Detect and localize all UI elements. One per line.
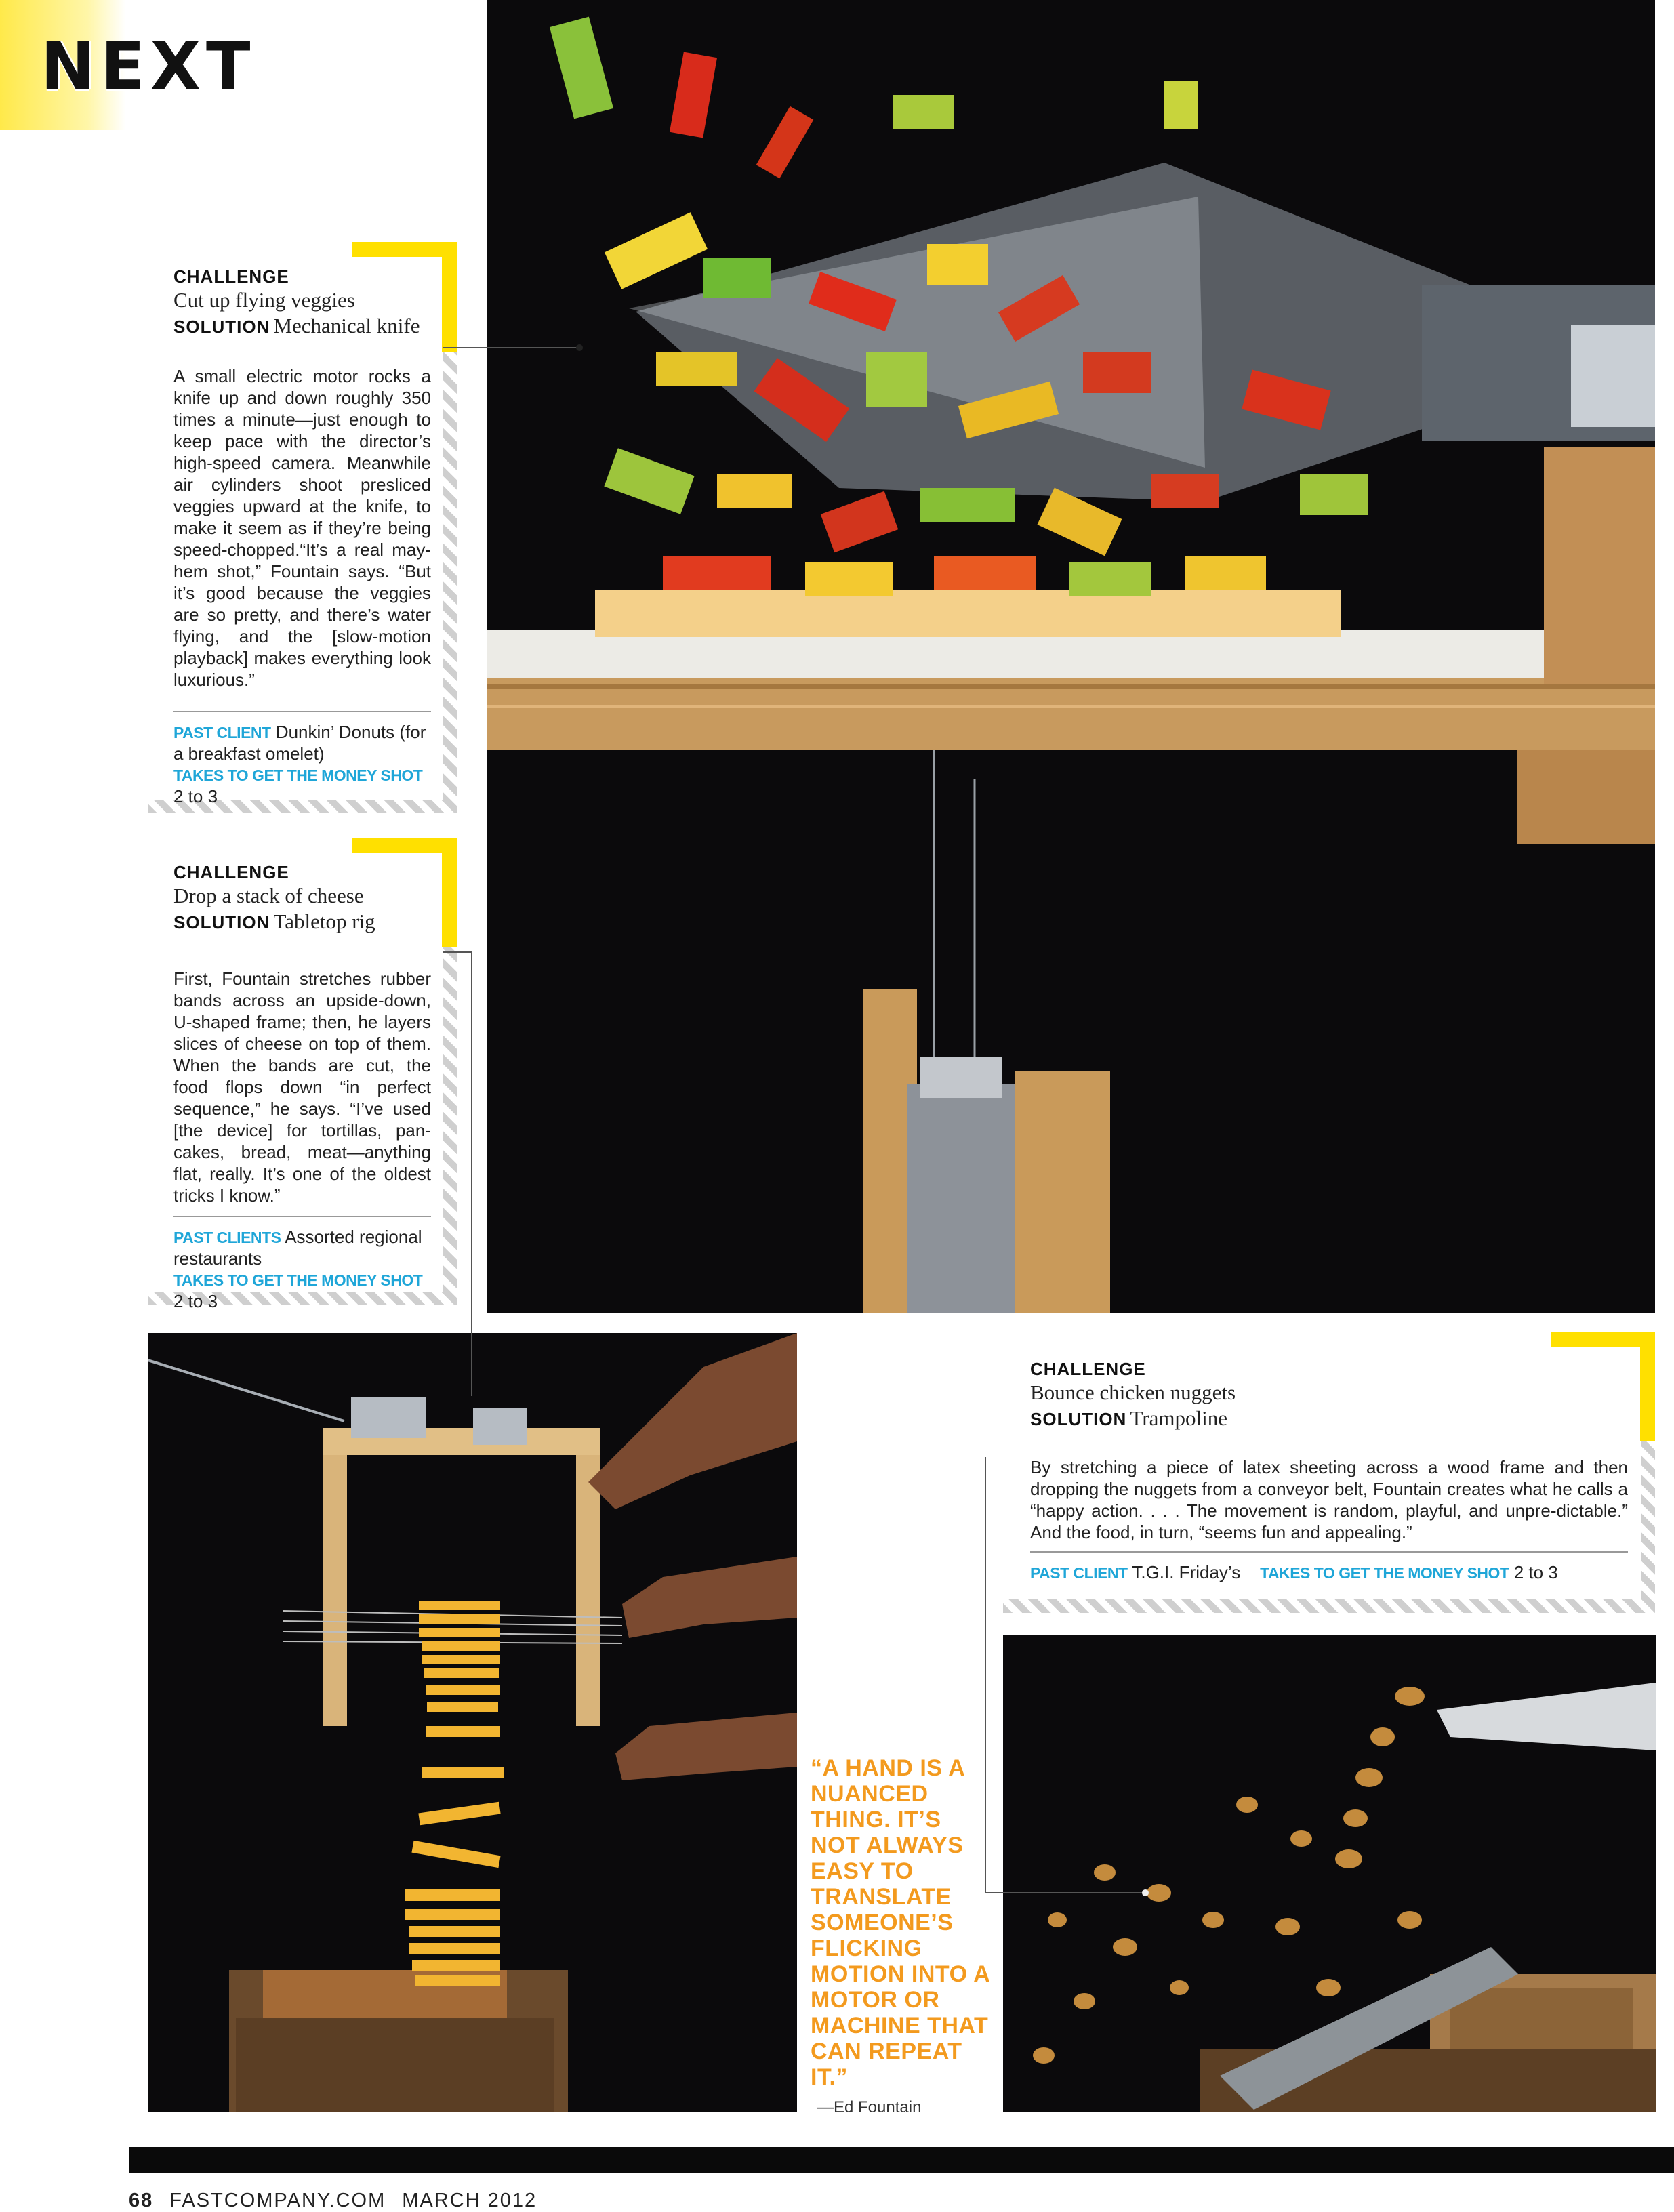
past-client-text: T.G.I. Friday’s [1132,1562,1241,1582]
footer [129,2190,537,2212]
past-client-label: PAST CLIENT [173,724,271,741]
solution-label: SOLUTION [173,912,270,933]
body-text: A small electric motor rocks a knife up and down roughly 350 times a minute—just enough to keep pace with the director’s high-speed camera. Meanwhile air cylinders shoot presliced veggies upward at the knife, to make it seem as if they’re being speed-chopped.“It’s a real may-hem shot,” Fountain says. “But it’s good because the veggies are so pretty, and there’s water flying, and the [slow-motion playback] makes everything look luxurious.” [173,366,431,690]
section-title: NEXT [41,28,256,104]
footer-bar [129,2147,1674,2173]
challenge-text: Bounce chicken nuggets [1030,1380,1236,1404]
past-client-text: Assorted regional restaurants [173,1227,422,1269]
takes-label: TAKES TO GET THE MONEY SHOT [1260,1564,1509,1582]
body-text: First, Fountain stretches rubber bands across an upside-down, U-shaped frame; then, he layers slices of cheese on top of them. When the bands are cut, the food flops down “in perfect sequence,” he says. “I’ve used [the device] for tortillas, pan-cakes, bread, meat—anything flat, really. It’s one of the oldest tricks I know.” [173,968,431,1206]
takes-text: 2 to 3 [1513,1562,1558,1582]
takes-label: TAKES TO GET THE MONEY SHOT [173,1271,423,1289]
challenge-label: CHALLENGE [173,862,289,882]
takes-text: 2 to 3 [173,786,218,806]
page-number: 68 [129,2190,154,2211]
quote-attribution: —Ed Fountain [817,2098,922,2116]
challenge-text: Cut up flying veggies [173,288,355,312]
solution-text: Tabletop rig [273,909,375,933]
solution-text: Trampoline [1130,1406,1227,1430]
past-client-label: PAST CLIENT [1030,1564,1128,1582]
challenge-label: CHALLENGE [1030,1359,1146,1379]
solution-label: SOLUTION [173,316,270,337]
issue-date: MARCH 2012 [402,2190,537,2211]
takes-label: TAKES TO GET THE MONEY SHOT [173,766,423,784]
takes-text: 2 to 3 [173,1291,218,1311]
challenge-text: Drop a stack of cheese [173,884,364,907]
pull-quote: “A HAND IS A NUANCED THING. IT’S NOT ALWAYS EASY TO TRANSLATE SOMEONE’S FLICKING MOTION INTO A MOTOR OR MACHINE THAT CAN REPEAT IT.” [811,1755,990,2090]
site-name: FASTCOMPANY.COM [169,2190,386,2211]
past-client-label: PAST CLIENTS [173,1229,281,1246]
past-client-text: Dunkin’ Donuts (for a breakfast omelet) [173,722,426,764]
challenge-label: CHALLENGE [173,266,289,287]
solution-label: SOLUTION [1030,1409,1127,1429]
body-text: By stretching a piece of latex sheeting across a wood frame and then dropping the nuggets from a conveyor belt, Fountain creates what he calls a “happy action. . . . The movement is random, playful, and unpre-dictable.” And the food, in turn, “seems fun and appealing.” [1030,1457,1628,1542]
solution-text: Mechanical knife [273,314,420,337]
